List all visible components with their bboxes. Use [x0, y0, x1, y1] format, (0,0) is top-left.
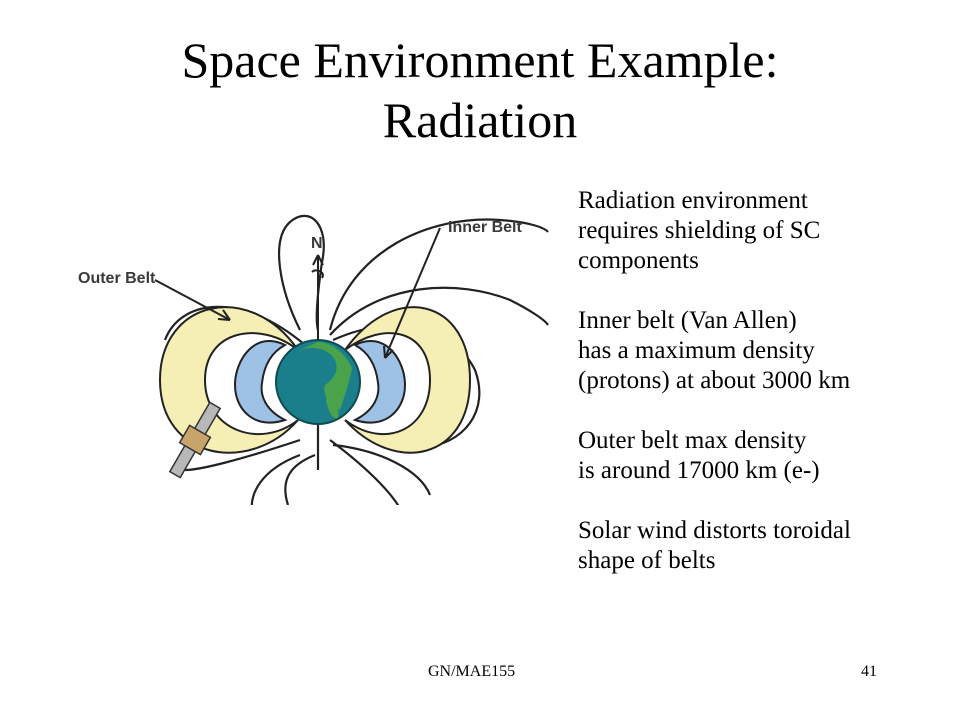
outer-belt-label: Outer Belt: [78, 270, 156, 287]
body-line: is around 17000 km (e-): [578, 457, 820, 484]
north-label: N: [311, 235, 323, 252]
body-line: (protons) at about 3000 km: [578, 367, 851, 394]
paragraph-outer-belt: [578, 426, 851, 486]
body-line: Outer belt max density: [578, 427, 807, 454]
outer-belt-right: [345, 307, 470, 453]
body-line: has a maximum density: [578, 337, 815, 364]
inner-belt-right: [355, 341, 405, 423]
paragraph-solar-wind: [578, 516, 851, 576]
footer-page-number: 41: [861, 663, 877, 680]
slide-title: [0, 30, 960, 150]
body-line: Solar wind distorts toroidal: [578, 517, 851, 544]
inner-belt-label: Inner Belt: [448, 219, 522, 236]
body-text: [578, 186, 851, 576]
magnetic-field-lines: [165, 216, 548, 505]
body-line: shape of belts: [578, 547, 716, 574]
footer-course: GN/MAE155: [428, 663, 516, 680]
title-line-1: Space Environment Example:: [181, 32, 779, 88]
paragraph-inner-belt: [578, 306, 851, 396]
earth: [276, 340, 360, 424]
body-line: requires shielding of SC: [578, 217, 821, 244]
body-line: Radiation environment: [578, 187, 808, 214]
radiation-belts-diagram: [70, 195, 550, 505]
outer-belt-arrow: [155, 280, 230, 320]
title-line-2: Radiation: [382, 92, 578, 148]
body-line: Inner belt (Van Allen): [578, 307, 797, 334]
body-line: components: [578, 247, 699, 274]
paragraph-shielding: [578, 186, 851, 276]
